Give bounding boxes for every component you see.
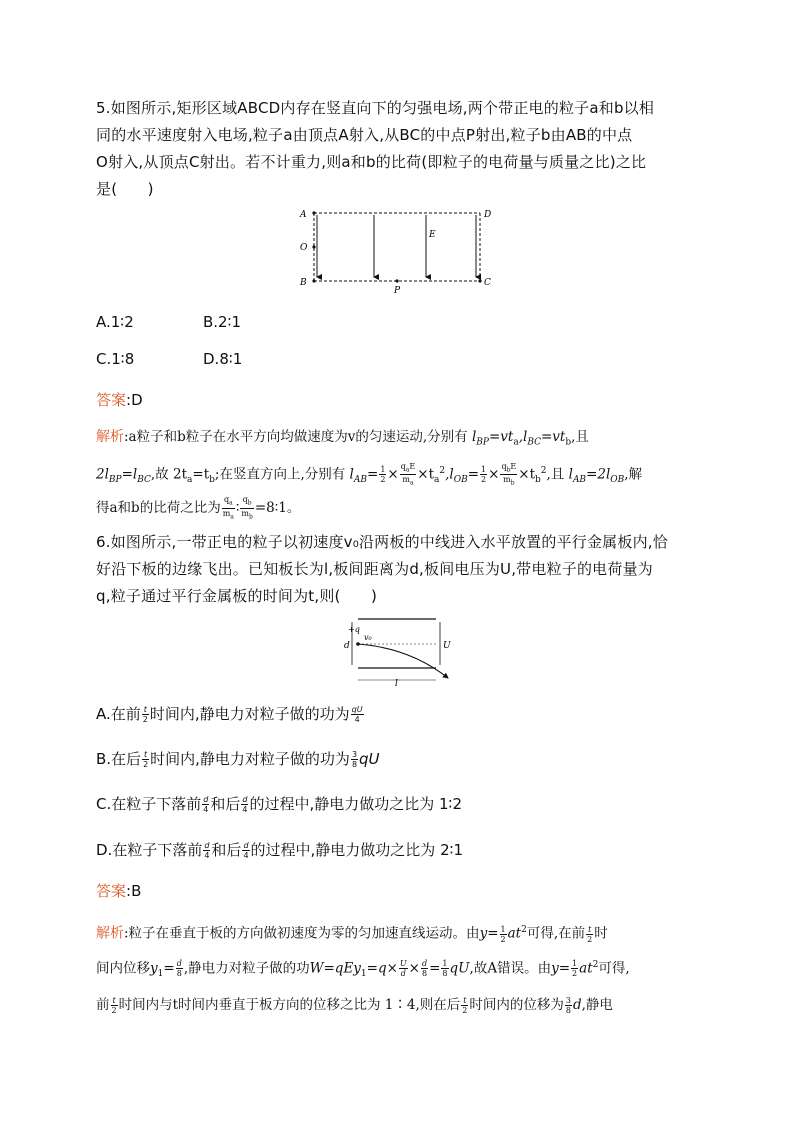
q6-label-u: U	[443, 641, 451, 651]
q6-option-a	[96, 703, 365, 724]
text: d	[421, 959, 428, 968]
q6-answer-label: 答案	[96, 882, 127, 900]
text: =q×	[366, 960, 398, 976]
text: 1	[442, 959, 448, 968]
text: d	[204, 841, 210, 850]
text: 1	[572, 959, 578, 968]
q6-label-l: l	[395, 679, 398, 688]
text: a	[230, 513, 234, 521]
q5-answer-value: :D	[126, 391, 143, 409]
text: ×	[488, 466, 500, 483]
q5-label-e: E	[429, 230, 436, 240]
text: 2	[592, 959, 599, 970]
text: a	[187, 474, 193, 485]
q6-particle	[356, 642, 360, 646]
q6-option-b	[96, 748, 380, 769]
text: 2	[439, 465, 446, 476]
text: ,静电力对粒子做的功	[183, 960, 310, 976]
q5-figure	[290, 203, 500, 295]
text: ,且	[546, 466, 565, 483]
text: BC	[527, 437, 541, 448]
text: OB	[453, 474, 468, 485]
text: 3	[565, 995, 571, 1005]
fraction	[441, 959, 448, 978]
fraction	[399, 959, 408, 978]
q5-label-o: O	[300, 243, 308, 253]
text: l	[568, 466, 573, 483]
q6-option-d	[96, 839, 463, 860]
text: d	[572, 996, 582, 1013]
text: 8	[422, 969, 428, 978]
text: 2	[111, 1005, 117, 1015]
text: =	[467, 466, 480, 483]
text: l	[471, 429, 477, 445]
fraction	[461, 996, 468, 1015]
text: =8∶1。	[254, 499, 301, 516]
q6-answer-value: :B	[126, 882, 142, 900]
fraction	[142, 705, 149, 724]
text: 2	[540, 465, 547, 476]
text: m	[222, 508, 231, 518]
q6-explanation	[96, 915, 701, 1021]
text: q	[223, 495, 230, 505]
text: 1	[481, 465, 487, 475]
text: ×	[408, 960, 420, 976]
text: :粒子在垂直于板的方向做初速度为零的匀加速直线运动。由	[124, 925, 480, 942]
text: q	[400, 461, 406, 471]
text: 1	[500, 924, 506, 934]
text: a	[405, 466, 410, 474]
fraction	[500, 925, 507, 944]
text: 时间内与t时间内垂直于板方向的位移之比为 1∶4,则在后	[118, 996, 461, 1013]
text: y	[150, 960, 158, 976]
text: :a粒子和b粒子在水平方向均做速度为v的匀速运动,分别有	[124, 429, 468, 445]
q5-line-4: 是( )	[96, 180, 154, 198]
fraction	[241, 795, 248, 814]
text: at	[507, 925, 522, 942]
text: y=	[551, 960, 571, 976]
q5-exp-line-2	[96, 457, 701, 494]
text: a	[229, 499, 233, 507]
text: 和后	[211, 841, 242, 859]
text: 1	[157, 968, 164, 979]
text: AB	[572, 474, 587, 485]
q5-answer-label: 答案	[96, 391, 127, 409]
q5-label-d: D	[484, 210, 492, 220]
text: a	[513, 437, 519, 448]
text: OB	[610, 474, 625, 485]
q5-label-p: P	[394, 286, 401, 295]
text: ∶	[235, 499, 240, 516]
text: 2	[500, 934, 506, 944]
text: W=qEy	[309, 960, 361, 976]
text: 前	[96, 996, 110, 1013]
text: d	[176, 959, 182, 968]
fraction	[240, 495, 253, 521]
text: E	[510, 461, 517, 471]
text: 时间内,静电力对粒子做的功为	[150, 750, 350, 768]
text: BC	[137, 474, 151, 485]
text: 2	[462, 1005, 468, 1015]
text: q	[242, 495, 248, 505]
text: =	[367, 466, 379, 483]
text: A.在前	[96, 705, 141, 723]
text: b	[209, 474, 215, 485]
text: ;在竖直方向上,分别有	[214, 466, 346, 483]
text: 时	[594, 925, 608, 942]
text: q	[501, 461, 507, 471]
text: 2	[481, 475, 487, 485]
text: 2	[572, 969, 578, 978]
text: ×t	[417, 466, 435, 483]
text: 8	[442, 969, 448, 978]
q6-trajectory	[358, 644, 448, 678]
text: ,静电	[581, 996, 613, 1013]
text: 时间内,静电力对粒子做的功为	[149, 705, 350, 723]
text: y=	[479, 925, 499, 942]
q5-option-b: B.2∶1	[203, 313, 242, 331]
text: =	[163, 960, 175, 976]
text: 2	[380, 475, 386, 485]
text: 8	[351, 760, 358, 769]
text: b	[248, 513, 253, 521]
text: m	[503, 475, 511, 485]
text: t	[588, 924, 592, 934]
fraction	[565, 996, 572, 1015]
text: U	[399, 959, 407, 968]
text: t	[112, 995, 116, 1005]
q5-line-1: 5.如图所示,矩形区域ABCD内存在竖直向下的匀强电场,两个带正电的粒子a和b以相	[96, 99, 655, 117]
text: qU	[359, 750, 380, 768]
text: 2	[587, 934, 593, 944]
q5-option-d: D.8∶1	[203, 350, 243, 368]
text: =vt	[540, 429, 566, 445]
text: 2	[142, 715, 148, 724]
fraction	[351, 705, 364, 724]
text: 可得,在前	[526, 925, 586, 942]
text: ×t	[518, 466, 536, 483]
fraction	[400, 462, 417, 488]
fraction	[203, 841, 210, 860]
text: d	[242, 795, 248, 804]
text: =2l	[586, 466, 611, 483]
text: d	[243, 841, 249, 850]
q5-label-c: C	[484, 278, 491, 288]
fraction	[571, 959, 578, 978]
text: b	[535, 474, 541, 485]
text: 4	[242, 805, 248, 814]
q5-label-a: A	[300, 210, 307, 220]
q6-figure	[340, 612, 460, 688]
q5-label-b: B	[300, 278, 307, 288]
fraction	[142, 750, 149, 769]
text: b	[510, 479, 515, 487]
text: d	[203, 795, 209, 804]
text: b	[247, 499, 252, 507]
q6-explanation-label: 解析	[96, 925, 124, 942]
q6-label-d: d	[344, 641, 350, 651]
text: m	[402, 475, 410, 485]
q5-point-o	[312, 245, 315, 248]
fraction	[351, 750, 358, 769]
text: 4	[204, 851, 210, 860]
q5-point-b	[312, 279, 315, 282]
text: 2	[521, 925, 527, 935]
q6-answer	[96, 880, 141, 901]
text: a	[410, 479, 414, 487]
text: ×	[387, 466, 399, 483]
text: D.在粒子下落前	[96, 841, 203, 859]
fraction	[202, 795, 209, 814]
text: qU	[351, 705, 363, 714]
text: =vt	[488, 429, 514, 445]
text: 可得,	[598, 960, 630, 976]
q6-exp-line-3	[96, 990, 701, 1021]
text: t	[463, 995, 467, 1005]
q5-option-c: C.1∶8	[96, 350, 135, 368]
text: t	[144, 750, 148, 759]
q5-explanation	[96, 423, 701, 522]
text: E	[409, 461, 416, 471]
text: 1	[360, 968, 367, 979]
text: a	[434, 474, 440, 485]
text: B.在后	[96, 750, 142, 768]
text: ,故A错误。由	[469, 960, 552, 976]
text: C.在粒子下落前	[96, 795, 202, 813]
text: 4	[203, 805, 209, 814]
fraction	[421, 959, 428, 978]
text: BP	[108, 474, 122, 485]
q6-line-3: q,粒子通过平行金属板的时间为t,则( )	[96, 587, 378, 605]
q6-option-c	[96, 793, 462, 814]
q6-label-q: +q	[348, 625, 360, 634]
text: m	[241, 508, 249, 518]
text: ,l	[445, 466, 454, 483]
q6-line-1: 6.如图所示,一带正电的粒子以初速度v₀沿两板的中线进入水平放置的平行金属板内,恰	[96, 533, 668, 551]
text: =	[429, 960, 441, 976]
text: 8	[565, 1005, 571, 1015]
q5-line-3: O射入,从顶点C射出。若不计重力,则a和b的比荷(即粒子的电荷量与质量之比)之比	[96, 153, 647, 171]
q5-line-2: 同的水平速度射入电场,粒子a由顶点A射入,从BC的中点P射出,粒子b由AB的中点	[96, 126, 633, 144]
q6-line-2: 好沿下板的边缘飞出。已知板长为l,板间距离为d,板间电压为U,带电粒子的电荷量为	[96, 560, 653, 578]
q5-point-c	[478, 279, 481, 282]
text: b	[506, 466, 511, 474]
text: b	[565, 437, 572, 448]
q5-point-p	[395, 279, 398, 282]
fraction	[176, 959, 183, 978]
text: t	[143, 705, 147, 714]
text: 和后	[210, 795, 241, 813]
text: 8	[176, 969, 182, 978]
text: 3	[351, 750, 358, 759]
text: ,且	[571, 429, 589, 445]
q6-exp-line-1	[96, 915, 701, 950]
fraction	[480, 465, 487, 484]
q5-answer	[96, 389, 143, 410]
fraction	[222, 495, 235, 521]
text: 4	[243, 851, 249, 860]
text: 得a和b的比荷之比为	[96, 499, 221, 516]
text: 间内位移	[96, 960, 150, 976]
text: 2	[143, 760, 149, 769]
q5-explanation-label: 解析	[96, 429, 124, 445]
fraction	[242, 841, 249, 860]
q5-point-a	[312, 211, 315, 214]
text: AB	[353, 474, 367, 485]
text: 4	[354, 715, 360, 724]
text: 1	[380, 465, 386, 475]
text: d	[400, 969, 406, 978]
text: ,解	[624, 466, 643, 483]
q5-exp-line-1	[96, 423, 701, 457]
text: l	[349, 466, 354, 483]
text: BP	[476, 437, 489, 448]
question-6-stem	[96, 529, 698, 610]
text: at	[579, 960, 593, 976]
text: 的过程中,静电力做功之比为 1∶2	[249, 795, 462, 813]
text: ,l	[518, 429, 528, 445]
fraction	[379, 465, 386, 484]
text: 2l	[96, 466, 109, 483]
q5-option-a: A.1∶2	[96, 313, 134, 331]
text: 的过程中,静电力做功之比为 2∶1	[250, 841, 464, 859]
text: ,故 2t	[150, 466, 188, 483]
fraction	[586, 925, 593, 944]
text: =t	[192, 466, 210, 483]
fraction	[500, 462, 517, 488]
text: 时间内的位移为	[469, 996, 564, 1013]
q5-exp-line-3	[96, 494, 701, 522]
fraction	[111, 996, 118, 1015]
text: qU	[449, 960, 470, 976]
question-5-stem	[96, 95, 698, 203]
q6-label-v0: v₀	[364, 633, 372, 642]
q6-exp-line-2	[96, 950, 701, 990]
text: =l	[121, 466, 138, 483]
